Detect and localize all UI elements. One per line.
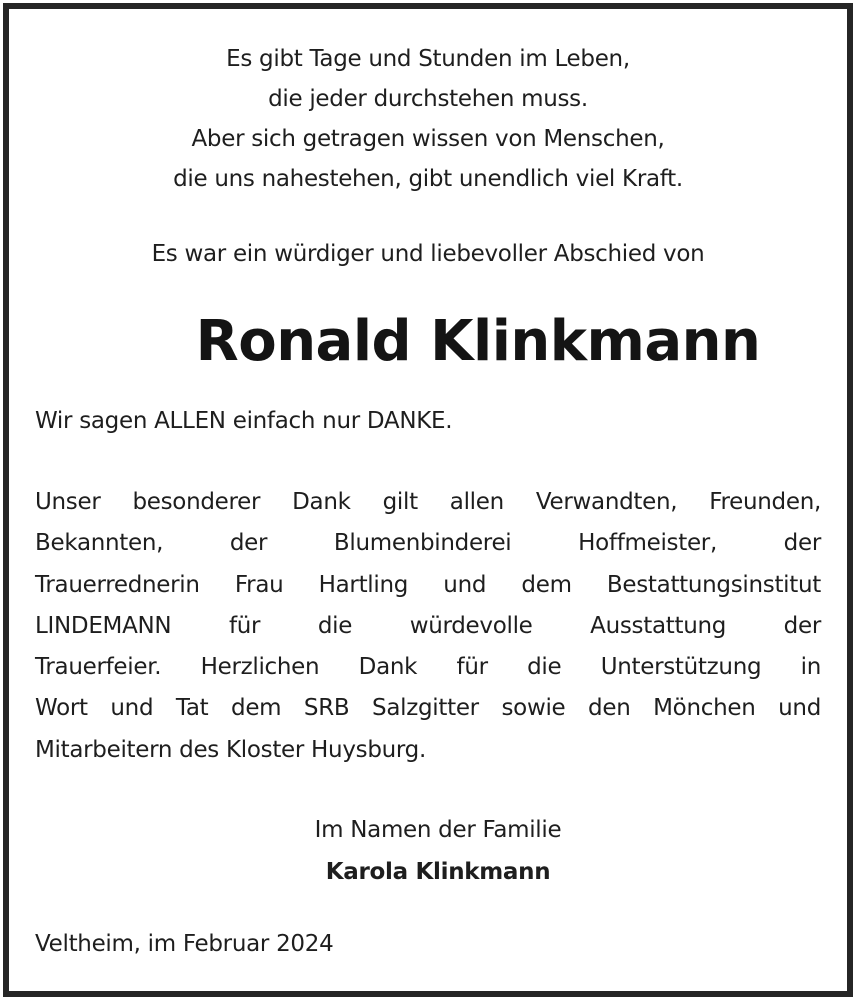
signer-name: Karola Klinkmann bbox=[325, 859, 551, 885]
poem-line: die jeder durchstehen muss. bbox=[268, 86, 588, 112]
thanks-line: Unser besonderer Dank gilt allen Verwandten, Freunden, bbox=[35, 489, 821, 515]
family-signature bbox=[9, 809, 847, 893]
poem-line: die uns nahestehen, gibt unendlich viel Kraft. bbox=[173, 166, 683, 192]
farewell-intro: Es war ein würdiger und liebevoller Abschied von bbox=[151, 241, 705, 267]
thanks-line: Trauerfeier. Herzlichen Dank für die Unterstützung in bbox=[35, 654, 821, 681]
place-date: Veltheim, im Februar 2024 bbox=[35, 931, 334, 957]
thanks-short: Wir sagen ALLEN einfach nur DANKE. bbox=[35, 408, 453, 434]
family-caption: Im Namen der Familie bbox=[314, 817, 562, 843]
deceased-name: Ronald Klinkmann bbox=[195, 309, 761, 374]
obituary-notice bbox=[3, 3, 853, 997]
poem-line: Aber sich getragen wissen von Menschen, bbox=[191, 126, 665, 152]
memorial-poem bbox=[9, 39, 847, 199]
thanks-line: Mitarbeitern des Kloster Huysburg. bbox=[35, 736, 426, 763]
poem-line: Es gibt Tage und Stunden im Leben, bbox=[226, 46, 630, 72]
thanks-line: Trauerrednerin Frau Hartling und dem Bestattungsinstitut bbox=[35, 571, 821, 598]
thanks-paragraph bbox=[35, 482, 821, 771]
thanks-line: Wort und Tat dem SRB Salzgitter sowie den Mönchen und bbox=[35, 695, 821, 722]
thanks-line: Bekannten, der Blumenbinderei Hoffmeister, der bbox=[35, 530, 821, 557]
thanks-line: LINDEMANN für die würdevolle Ausstattung der bbox=[35, 612, 821, 639]
